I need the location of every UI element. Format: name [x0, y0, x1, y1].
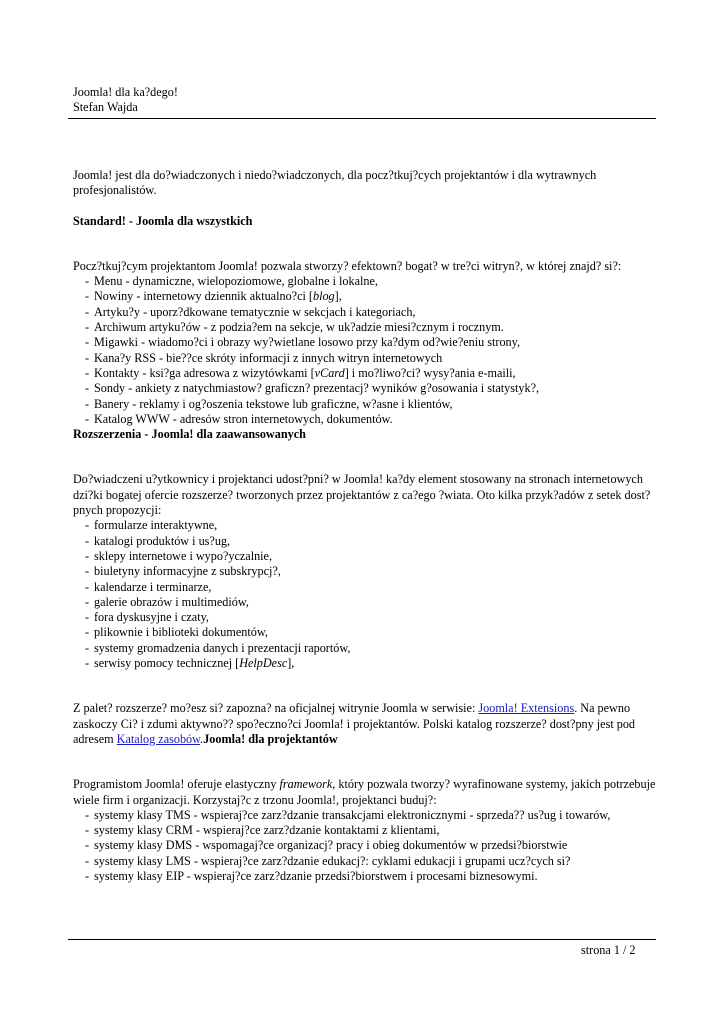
document-body [73, 168, 663, 884]
extensions-list [73, 518, 663, 671]
section1-lead: Pocz?tkuj?cym projektantom Joomla! pozwala stworzy? efektown? bogat? w tre?ci witryn?, w której znajd? si?: [73, 258, 622, 273]
section-heading-standard: Standard! - Joomla dla wszystkich [73, 213, 253, 228]
section-heading-extensions: Rozszerzenia - Joomla! dla zaawansowanych [73, 427, 306, 442]
systems-list [73, 808, 663, 884]
joomla-extensions-link[interactable]: Joomla! Extensions [478, 701, 575, 716]
list-item: - Menu - dynamiczne, wielopoziomowe, globalne i lokalne, [73, 274, 663, 289]
footer-rule [68, 939, 656, 940]
list-item: - Banery - reklamy i og?oszenia tekstowe lub graficzne, w?asne i klientów, [73, 397, 663, 412]
document-title: Joomla! dla ka?dego! [73, 85, 178, 99]
katalog-zasobow-link[interactable]: Katalog zasobów [116, 731, 201, 746]
intro-paragraph: Joomla! jest dla do?wiadczonych i niedo?wiadczonych, dla pocz?tkuj?cych projektantów i dla wytrawnych profesjonalistów. [73, 168, 597, 198]
list-item: - plikownie i biblioteki dokumentów, [73, 625, 663, 640]
list-item: - fora dyskusyjne i czaty, [73, 610, 663, 625]
feature-list [73, 274, 663, 427]
list-item: - systemy klasy EIP - wspieraj?ce zarz?dzanie przedsi?biorstwem i procesami biznesowymi. [73, 869, 663, 884]
list-item: - systemy klasy TMS - wspieraj?ce zarz?dzanie transakcjami elektronicznymi - sprzeda?? us?ug i towarów, [73, 808, 663, 823]
list-item: - Archiwum artyku?ów - z podzia?em na sekcje, w uk?adzie miesi?cznym i rocznym. [73, 320, 663, 335]
section2-lead: Do?wiadczeni u?ytkownicy i projektanci udost?pni? w Joomla! ka?dy element stosowany na stronach internetowych dzi?ki bogatej ofercie rozszerze? tworzonych przez projektantów z ca?ego ?wiata. Oto kilka przyk?adów z setek dost?pnych propozycji: [73, 472, 651, 518]
list-item: - Kana?y RSS - bie??ce skróty informacji z innych witryn internetowych [73, 351, 663, 366]
document-author: Stefan Wajda [73, 100, 138, 114]
list-item: - systemy klasy CRM - wspieraj?ce zarz?dzanie kontaktami z klientami, [73, 823, 663, 838]
list-item: - Nowiny - internetowy dziennik aktualno?ci [blog], [73, 289, 663, 304]
page-number: strona 1 / 2 [581, 943, 636, 957]
section3-lead: Programistom Joomla! oferuje elastyczny framework, który pozwala tworzy? wyrafinowane systemy, jakich potrzebuje wiele firm i organizacji. Korzystaj?c z trzonu Joomla!, projektanci buduj?: [73, 777, 656, 807]
list-item: - biuletyny informacyjne z subskrypcj?, [73, 564, 663, 579]
list-item: - Sondy - ankiety z natychmiastow? graficzn? prezentacj? wyników g?osowania i statystyk?, [73, 381, 663, 396]
header-rule [68, 118, 656, 119]
list-item: - formularze interaktywne, [73, 518, 663, 533]
list-item: - Katalog WWW - adresów stron internetowych, dokumentów. [73, 412, 663, 427]
list-item: - kalendarze i terminarze, [73, 580, 663, 595]
list-item: - galerie obrazów i multimediów, [73, 595, 663, 610]
section-heading-designers: Joomla! dla projektantów [203, 731, 338, 746]
extensions-closing-paragraph: Z palet? rozszerze? mo?esz si? zapozna? na oficjalnej witrynie Joomla w serwisie: Joomla! Extensions. Na pewno zaskoczy Ci? i zdumi aktywno?? spo?eczno?ci Joomla! i projektantów. Polski katalog rozszerze? dost?pny jest pod adresem Katalog zasobów.Joomla! dla projektantów [73, 701, 636, 746]
list-item: - Kontakty - ksi?ga adresowa z wizytówkami [vCard] i mo?liwo?ci? wysy?ania e-maili, [73, 366, 663, 381]
list-item: - systemy klasy LMS - wspieraj?ce zarz?dzanie edukacj?: cyklami edukacji i grupami ucz?cych si? [73, 854, 663, 869]
document-header [73, 85, 178, 115]
list-item: - katalogi produktów i us?ug, [73, 534, 663, 549]
list-item: - systemy klasy DMS - wspomagaj?ce organizacj? pracy i obieg dokumentów w przedsi?biorstwie [73, 838, 663, 853]
list-item: - Migawki - wiadomo?ci i obrazy wy?wietlane losowo przy ka?dym od?wie?eniu strony, [73, 335, 663, 350]
list-item: - sklepy internetowe i wypo?yczalnie, [73, 549, 663, 564]
list-item: - Artyku?y - uporz?dkowane tematycznie w sekcjach i kategoriach, [73, 305, 663, 320]
list-item: - serwisy pomocy technicznej [HelpDesc], [73, 656, 663, 671]
list-item: - systemy gromadzenia danych i prezentacji raportów, [73, 641, 663, 656]
